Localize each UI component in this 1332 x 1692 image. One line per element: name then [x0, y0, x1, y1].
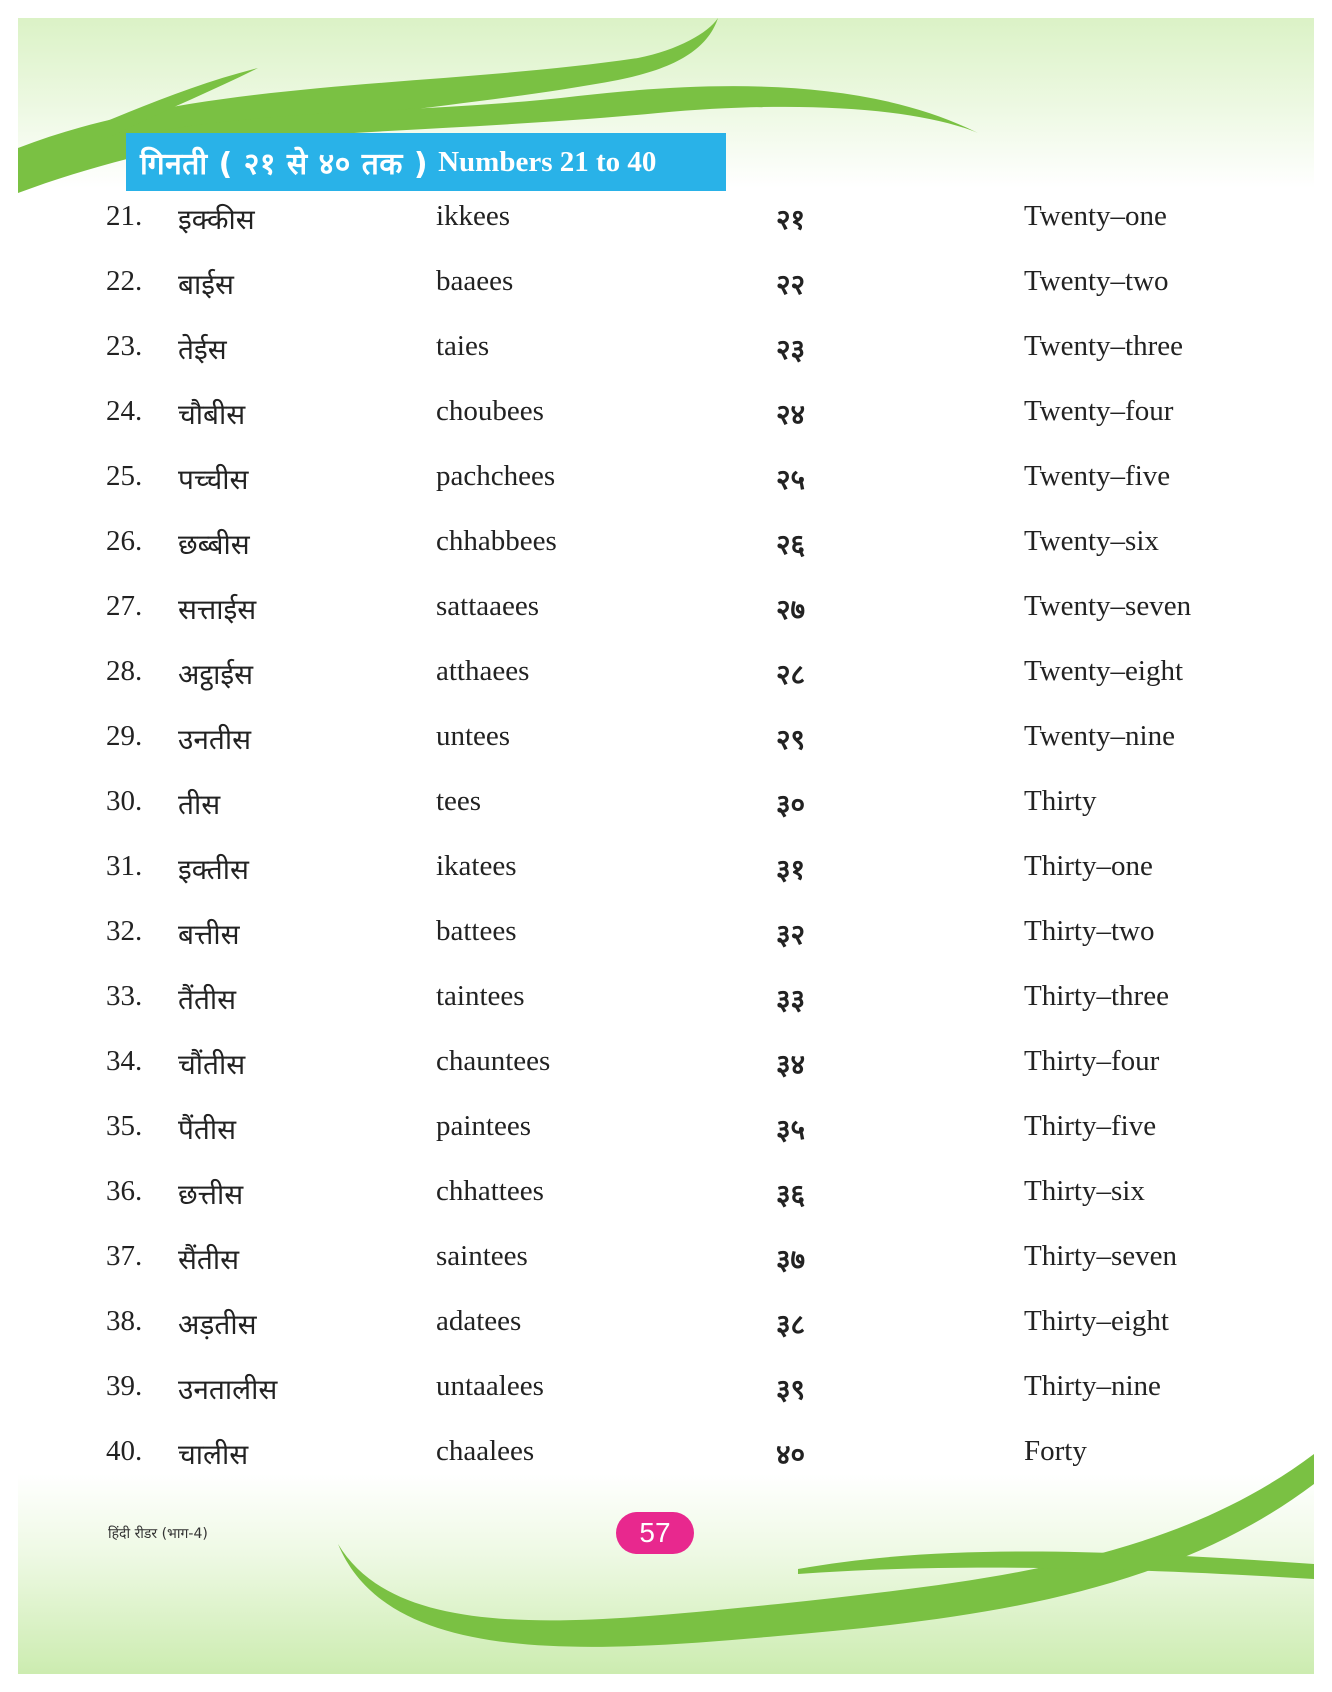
table-row [0, 1240, 1296, 1305]
row-number: 25. [106, 460, 143, 492]
hindi-word: छब्बीस [178, 528, 250, 561]
devanagari-numeral: २९ [776, 723, 806, 756]
english-word: Twenty–two [1024, 265, 1169, 297]
english-word: Twenty–five [1024, 460, 1171, 492]
table-row [0, 785, 1296, 850]
hindi-word: तेईस [178, 333, 227, 366]
row-number: 34. [106, 1045, 143, 1077]
devanagari-numeral: ३० [776, 788, 806, 821]
table-row [0, 1305, 1296, 1370]
row-number: 32. [106, 915, 143, 947]
title-hindi: गिनती ( २१ से ४० तक ) [140, 146, 429, 182]
row-number: 40. [106, 1435, 143, 1467]
transliteration: taies [436, 330, 490, 362]
row-number: 36. [106, 1175, 143, 1207]
devanagari-numeral: ३८ [776, 1308, 806, 1341]
english-word: Twenty–one [1024, 200, 1167, 232]
hindi-word: अट्ठाईस [178, 658, 254, 691]
hindi-word: तैंतीस [178, 983, 237, 1016]
devanagari-numeral: ३४ [776, 1048, 806, 1081]
table-row [0, 850, 1296, 915]
english-word: Thirty–eight [1024, 1305, 1169, 1337]
row-number: 35. [106, 1110, 143, 1142]
transliteration: paintees [436, 1110, 532, 1142]
english-word: Twenty–eight [1024, 655, 1184, 687]
devanagari-numeral: ३५ [776, 1113, 806, 1146]
devanagari-numeral: २७ [776, 593, 806, 626]
transliteration: baaees [436, 265, 514, 297]
row-number: 28. [106, 655, 143, 687]
hindi-word: बत्तीस [178, 918, 240, 951]
table-row [0, 590, 1296, 655]
hindi-word: चालीस [178, 1438, 249, 1471]
title-english: Numbers 21 to 40 [438, 145, 657, 178]
hindi-word: इक्कीस [178, 203, 255, 236]
english-word: Twenty–four [1024, 395, 1174, 427]
english-word: Twenty–seven [1024, 590, 1192, 622]
row-number: 31. [106, 850, 143, 882]
table-row [0, 655, 1296, 720]
english-word: Forty [1024, 1435, 1087, 1467]
english-word: Thirty–six [1024, 1175, 1145, 1207]
hindi-word: छत्तीस [178, 1178, 244, 1211]
english-word: Thirty–two [1024, 915, 1155, 947]
transliteration: untees [436, 720, 511, 752]
hindi-word: पैंतीस [178, 1113, 237, 1146]
table-row [0, 915, 1296, 980]
devanagari-numeral: ३२ [776, 918, 806, 951]
page-number-badge: 57 [616, 1512, 694, 1554]
row-number: 29. [106, 720, 143, 752]
transliteration: chauntees [436, 1045, 551, 1077]
table-row [0, 1175, 1296, 1240]
devanagari-numeral: २६ [776, 528, 806, 561]
devanagari-numeral: २२ [776, 268, 806, 301]
devanagari-numeral: २८ [776, 658, 806, 691]
english-word: Thirty–five [1024, 1110, 1157, 1142]
row-number: 30. [106, 785, 143, 817]
transliteration: pachchees [436, 460, 556, 492]
english-word: Thirty–seven [1024, 1240, 1178, 1272]
row-number: 27. [106, 590, 143, 622]
row-number: 33. [106, 980, 143, 1012]
table-row [0, 265, 1296, 330]
english-word: Thirty–nine [1024, 1370, 1161, 1402]
hindi-word: चौंतीस [178, 1048, 246, 1081]
row-number: 37. [106, 1240, 143, 1272]
transliteration: adatees [436, 1305, 522, 1337]
devanagari-numeral: ४० [776, 1438, 806, 1471]
hindi-word: उनतालीस [178, 1373, 278, 1406]
hindi-word: इक्तीस [178, 853, 249, 886]
table-row [0, 460, 1296, 525]
table-row [0, 1110, 1296, 1175]
transliteration: chhattees [436, 1175, 544, 1207]
hindi-word: पच्चीस [178, 463, 249, 496]
english-word: Thirty–three [1024, 980, 1169, 1012]
devanagari-numeral: ३७ [776, 1243, 806, 1276]
devanagari-numeral: २४ [776, 398, 806, 431]
devanagari-numeral: ३९ [776, 1373, 806, 1406]
table-row [0, 1045, 1296, 1110]
devanagari-numeral: २५ [776, 463, 806, 496]
hindi-word: अड़तीस [178, 1308, 257, 1341]
english-word: Thirty [1024, 785, 1097, 817]
transliteration: ikkees [436, 200, 511, 232]
row-number: 39. [106, 1370, 143, 1402]
transliteration: chaalees [436, 1435, 535, 1467]
hindi-word: उनतीस [178, 723, 252, 756]
devanagari-numeral: ३३ [776, 983, 806, 1016]
hindi-word: सत्ताईस [178, 593, 257, 626]
transliteration: taintees [436, 980, 525, 1012]
transliteration: atthaees [436, 655, 530, 687]
table-row [0, 395, 1296, 460]
transliteration: choubees [436, 395, 544, 427]
hindi-word: तीस [178, 788, 221, 821]
title-bar [126, 133, 726, 191]
row-number: 22. [106, 265, 143, 297]
devanagari-numeral: ३१ [776, 853, 806, 886]
table-row [0, 1435, 1296, 1500]
table-row [0, 980, 1296, 1045]
transliteration: saintees [436, 1240, 528, 1272]
table-row [0, 525, 1296, 590]
book-title-footer: हिंदी रीडर (भाग-4) [108, 1526, 208, 1542]
english-word: Twenty–three [1024, 330, 1184, 362]
table-row [0, 200, 1296, 265]
table-row [0, 330, 1296, 395]
row-number: 24. [106, 395, 143, 427]
transliteration: untaalees [436, 1370, 544, 1402]
hindi-word: सैंतीस [178, 1243, 240, 1276]
transliteration: sattaaees [436, 590, 540, 622]
english-word: Thirty–four [1024, 1045, 1160, 1077]
english-word: Thirty–one [1024, 850, 1153, 882]
english-word: Twenty–six [1024, 525, 1159, 557]
transliteration: tees [436, 785, 482, 817]
devanagari-numeral: २१ [776, 203, 806, 236]
row-number: 23. [106, 330, 143, 362]
devanagari-numeral: २३ [776, 333, 806, 366]
table-row [0, 1370, 1296, 1435]
table-row [0, 720, 1296, 785]
row-number: 38. [106, 1305, 143, 1337]
transliteration: ikatees [436, 850, 517, 882]
hindi-word: चौबीस [178, 398, 246, 431]
devanagari-numeral: ३६ [776, 1178, 806, 1211]
transliteration: battees [436, 915, 517, 947]
row-number: 26. [106, 525, 143, 557]
english-word: Twenty–nine [1024, 720, 1175, 752]
transliteration: chhabbees [436, 525, 557, 557]
hindi-word: बाईस [178, 268, 234, 301]
row-number: 21. [106, 200, 143, 232]
